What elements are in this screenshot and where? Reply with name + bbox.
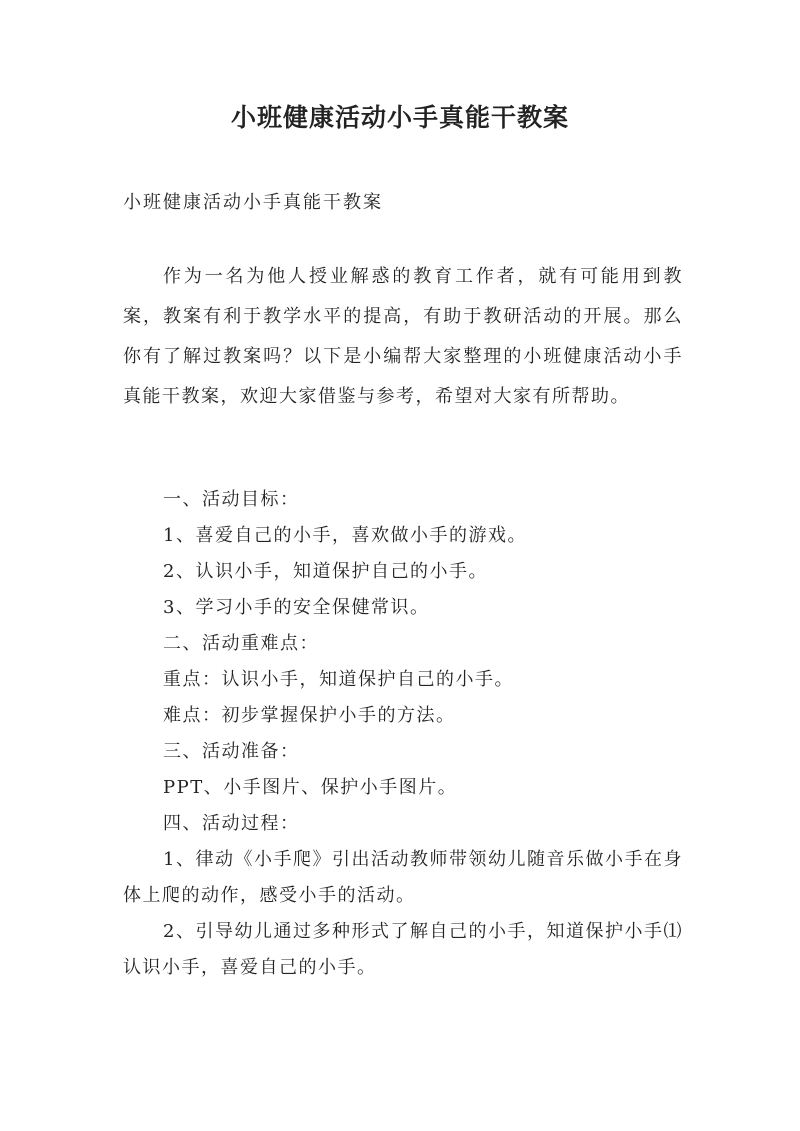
document-title: 小班健康活动小手真能干教案 xyxy=(230,103,569,132)
intro-paragraph: 作为一名为他人授业解惑的教育工作者，就有可能用到教案，教案有利于教学水平的提高，有助于教研活动的开展。那么你有了解过教案吗？以下是小编帮大家整理的小班健康活动小手真能干教案，欢迎大家借鉴与参考，希望对大家有所帮助。 xyxy=(123,266,683,407)
body-paragraph: 二、活动重难点： xyxy=(163,633,319,654)
body-paragraph: 三、活动准备： xyxy=(163,741,300,762)
body-paragraph: 四、活动过程： xyxy=(163,813,300,834)
body-paragraph: 难点：初步掌握保护小手的方法。 xyxy=(163,705,456,726)
body-paragraph: 一、活动目标： xyxy=(163,489,300,510)
document-subtitle: 小班健康活动小手真能干教案 xyxy=(123,192,383,213)
body-paragraph: PPT、小手图片、保护小手图片。 xyxy=(163,777,458,798)
body-paragraph: 2、引导幼儿通过多种形式了解自己的小手，知道保护小手⑴认识小手，喜爱自己的小手。 xyxy=(123,921,683,978)
body-paragraph: 重点：认识小手，知道保护自己的小手。 xyxy=(163,669,514,690)
body-paragraph: 1、喜爱自己的小手，喜欢做小手的游戏。 xyxy=(163,525,527,546)
body-paragraph: 3、学习小手的安全保健常识。 xyxy=(163,597,430,618)
body-paragraph: 2、认识小手，知道保护自己的小手。 xyxy=(163,561,488,582)
document-body xyxy=(123,482,683,986)
body-paragraph: 1、律动《小手爬》引出活动教师带领幼儿随音乐做小手在身体上爬的动作，感受小手的活动。 xyxy=(123,849,683,906)
